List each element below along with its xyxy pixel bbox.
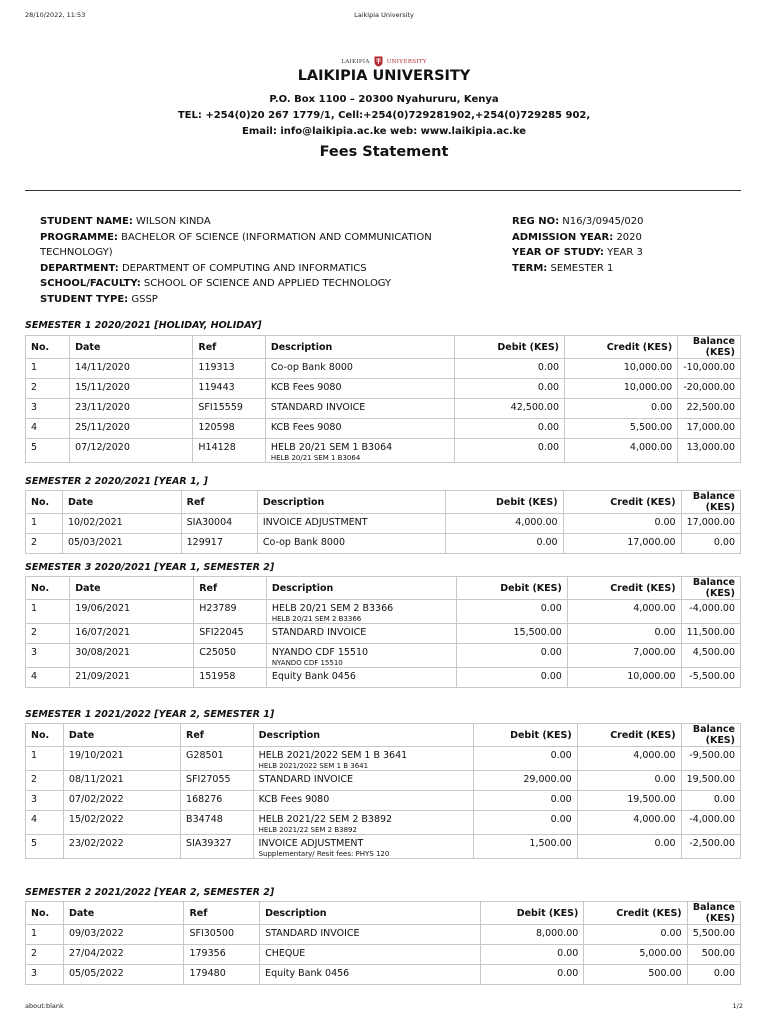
table-header-row: [26, 577, 741, 600]
school-row: SCHOOL/FACULTY: SCHOOL OF SCIENCE AND APPLIED TECHNOLOGY: [40, 278, 392, 290]
table-row: [26, 600, 741, 624]
row-date: 05/05/2022: [63, 965, 184, 985]
row-balance: 17,000.00: [681, 514, 740, 534]
row-debit: 29,000.00: [473, 771, 577, 791]
print-page-number: 1/2: [732, 1002, 743, 1010]
row-balance: -5,500.00: [681, 668, 740, 688]
row-description: STANDARD INVOICE: [253, 771, 473, 791]
semester-title: SEMESTER 3 2020/2021 [YEAR 1, SEMESTER 2]: [25, 562, 275, 573]
row-date: 19/10/2021: [63, 747, 180, 771]
print-page-title: Laikipia University: [354, 11, 414, 19]
email-line: Email: info@laikipia.ac.ke web: www.laikipia.ac.ke: [241, 126, 527, 137]
table-row: [26, 644, 741, 668]
logo-text-left: LAIKIPIA: [341, 58, 370, 65]
row-ref: 119443: [193, 379, 265, 399]
row-number: 3: [26, 965, 64, 985]
row-balance: 0.00: [681, 534, 740, 554]
col-balance-header: Balance (KES): [678, 336, 741, 359]
department-row: DEPARTMENT: DEPARTMENT OF COMPUTING AND INFORMATICS: [40, 262, 367, 274]
col-credit-header: Credit (KES): [577, 724, 681, 747]
row-debit: 0.00: [480, 965, 583, 985]
row-balance: 500.00: [687, 945, 740, 965]
row-number: 2: [26, 771, 64, 791]
col-credit-header: Credit (KES): [567, 577, 681, 600]
semester-table: [25, 576, 741, 688]
row-number: 1: [26, 359, 70, 379]
student-type-row: STUDENT TYPE: GSSP: [40, 293, 158, 305]
row-credit: 0.00: [584, 925, 687, 945]
row-debit: 0.00: [454, 439, 564, 463]
student-name-row: STUDENT NAME: WILSON KINDA: [40, 216, 211, 227]
row-balance: 19,500.00: [681, 771, 740, 791]
row-balance: 5,500.00: [687, 925, 740, 945]
university-name: LAIKIPIA UNIVERSITY: [297, 68, 471, 84]
row-date: 19/06/2021: [70, 600, 194, 624]
table-header-row: [26, 336, 741, 359]
row-description: KCB Fees 9080: [265, 419, 454, 439]
table-row: [26, 514, 741, 534]
row-credit: 4,000.00: [577, 811, 681, 835]
row-ref: 119313: [193, 359, 265, 379]
row-ref: 179356: [184, 945, 260, 965]
row-description: Co-op Bank 8000: [265, 359, 454, 379]
row-debit: 0.00: [454, 379, 564, 399]
row-description: KCB Fees 9080: [253, 791, 473, 811]
col-no-header: No.: [26, 902, 64, 925]
table-row: [26, 399, 741, 419]
row-credit: 0.00: [563, 514, 681, 534]
row-number: 4: [26, 811, 64, 835]
term-row: TERM: SEMESTER 1: [512, 262, 614, 274]
print-footer: [25, 1002, 743, 1012]
reg-no: N16/3/0945/020: [562, 216, 644, 227]
table-row: [26, 419, 741, 439]
col-ref-header: Ref: [193, 336, 265, 359]
col-date-header: Date: [70, 336, 193, 359]
row-credit: 5,000.00: [584, 945, 687, 965]
table-row: [26, 965, 741, 985]
row-balance: -10,000.00: [678, 359, 741, 379]
row-balance: -2,500.00: [681, 835, 740, 859]
row-date: 07/02/2022: [63, 791, 180, 811]
col-no-header: No.: [26, 491, 63, 514]
col-credit-header: Credit (KES): [563, 491, 681, 514]
row-sub-description: NYANDO CDF 15510: [271, 659, 343, 667]
row-number: 4: [26, 668, 70, 688]
row-credit: 0.00: [577, 771, 681, 791]
row-debit: 42,500.00: [454, 399, 564, 419]
table-row: [26, 945, 741, 965]
row-description: STANDARD INVOICE: [265, 399, 454, 419]
programme: BACHELOR OF SCIENCE (INFORMATION AND COMMUNICATION TECHNOLOGY): [40, 231, 432, 259]
row-ref: H14128: [193, 439, 265, 463]
row-number: 2: [26, 624, 70, 644]
row-sub-description: HELB 20/21 SEM 1 B3064: [270, 454, 361, 462]
row-sub-description: HELB 2021/22 SEM 2 B3892: [258, 826, 357, 834]
row-ref: C25050: [194, 644, 267, 668]
row-description: Equity Bank 0456: [266, 668, 456, 688]
col-date-header: Date: [62, 491, 181, 514]
row-description: HELB 2021/22 SEM 2 B3892 HELB 2021/22 SEM 2 B3892: [253, 811, 473, 835]
row-number: 3: [26, 399, 70, 419]
row-debit: 0.00: [457, 668, 568, 688]
row-number: 5: [26, 439, 70, 463]
table-row: [26, 835, 741, 859]
table-row: [26, 668, 741, 688]
row-credit: 10,000.00: [567, 668, 681, 688]
row-credit: 0.00: [565, 399, 678, 419]
row-balance: 13,000.00: [678, 439, 741, 463]
row-number: 5: [26, 835, 64, 859]
col-balance-header: Balance (KES): [681, 491, 740, 514]
table-row: [26, 791, 741, 811]
row-description: CHEQUE: [260, 945, 481, 965]
row-balance: 11,500.00: [681, 624, 740, 644]
row-credit: 500.00: [584, 965, 687, 985]
row-number: 2: [26, 945, 64, 965]
row-credit: 17,000.00: [563, 534, 681, 554]
student-type: GSSP: [131, 293, 158, 305]
row-date: 27/04/2022: [63, 945, 184, 965]
col-date-header: Date: [63, 724, 180, 747]
row-description: HELB 20/21 SEM 2 B3366 HELB 20/21 SEM 2 B3366: [266, 600, 456, 624]
row-debit: 0.00: [454, 359, 564, 379]
col-description-header: Description: [257, 491, 445, 514]
postal-address: P.O. Box 1100 – 20300 Nyahururu, Kenya: [269, 94, 499, 105]
col-debit-header: Debit (KES): [454, 336, 564, 359]
row-ref: G28501: [181, 747, 254, 771]
row-date: 23/11/2020: [70, 399, 193, 419]
row-description: INVOICE ADJUSTMENT: [257, 514, 445, 534]
table-header-row: [26, 491, 741, 514]
semester-title: SEMESTER 2 2020/2021 [YEAR 1, ]: [25, 476, 208, 487]
row-balance: -4,000.00: [681, 600, 740, 624]
student-info-right: [512, 214, 742, 276]
row-ref: SIA39327: [181, 835, 254, 859]
phone-line: TEL: +254(0)20 267 1779/1, Cell:+254(0)729281902,+254(0)729285 902,: [177, 110, 591, 121]
row-ref: 120598: [193, 419, 265, 439]
semester-title: SEMESTER 1 2021/2022 [YEAR 2, SEMESTER 1]: [25, 709, 275, 720]
term: SEMESTER 1: [550, 262, 614, 274]
row-sub-description: Supplementary/ Resit fees: PHYS 120: [258, 850, 390, 858]
row-date: 16/07/2021: [70, 624, 194, 644]
row-debit: 15,500.00: [457, 624, 568, 644]
row-debit: 4,000.00: [446, 514, 563, 534]
print-header: [25, 11, 743, 21]
row-ref: SFI15559: [193, 399, 265, 419]
row-debit: 0.00: [473, 747, 577, 771]
row-number: 1: [26, 514, 63, 534]
reg-no-row: REG NO: N16/3/0945/020: [512, 216, 644, 227]
row-balance: 4,500.00: [681, 644, 740, 668]
row-debit: 0.00: [473, 811, 577, 835]
row-credit: 4,000.00: [565, 439, 678, 463]
logo-text-right: UNIVERSITY: [386, 58, 427, 65]
admission-year: 2020: [616, 231, 642, 243]
table-header-row: [26, 724, 741, 747]
row-credit: 10,000.00: [565, 359, 678, 379]
col-debit-header: Debit (KES): [457, 577, 568, 600]
row-ref: H23789: [194, 600, 267, 624]
row-credit: 7,000.00: [567, 644, 681, 668]
col-no-header: No.: [26, 724, 64, 747]
row-debit: 0.00: [480, 945, 583, 965]
row-credit: 0.00: [577, 835, 681, 859]
table-row: [26, 379, 741, 399]
col-credit-header: Credit (KES): [565, 336, 678, 359]
row-credit: 19,500.00: [577, 791, 681, 811]
row-debit: 0.00: [457, 600, 568, 624]
table-row: [26, 771, 741, 791]
divider: [25, 190, 741, 191]
row-date: 15/02/2022: [63, 811, 180, 835]
col-ref-header: Ref: [184, 902, 260, 925]
table-row: [26, 359, 741, 379]
student-name: WILSON KINDA: [136, 216, 211, 227]
row-ref: SFI22045: [194, 624, 267, 644]
table-row: [26, 534, 741, 554]
row-description: KCB Fees 9080: [265, 379, 454, 399]
row-credit: 4,000.00: [577, 747, 681, 771]
col-debit-header: Debit (KES): [480, 902, 583, 925]
row-date: 07/12/2020: [70, 439, 193, 463]
print-url: about:blank: [25, 1002, 64, 1010]
row-date: 14/11/2020: [70, 359, 193, 379]
col-no-header: No.: [26, 577, 70, 600]
school: SCHOOL OF SCIENCE AND APPLIED TECHNOLOGY: [143, 278, 392, 290]
admission-year-row: ADMISSION YEAR: 2020: [512, 231, 642, 243]
row-balance: -20,000.00: [678, 379, 741, 399]
table-row: [26, 747, 741, 771]
col-no-header: No.: [26, 336, 70, 359]
row-ref: B34748: [181, 811, 254, 835]
row-ref: 129917: [181, 534, 257, 554]
row-ref: 179480: [184, 965, 260, 985]
col-balance-header: Balance (KES): [681, 577, 740, 600]
year-of-study-row: YEAR OF STUDY: YEAR 3: [512, 247, 643, 259]
university-logo: [0, 56, 768, 67]
row-sub-description: HELB 2021/2022 SEM 1 B 3641: [258, 762, 369, 770]
col-date-header: Date: [70, 577, 194, 600]
row-sub-description: HELB 20/21 SEM 2 B3366: [271, 615, 362, 623]
row-number: 2: [26, 379, 70, 399]
row-date: 15/11/2020: [70, 379, 193, 399]
row-number: 3: [26, 791, 64, 811]
col-balance-header: Balance (KES): [681, 724, 740, 747]
student-info-left: [40, 214, 470, 308]
row-description: STANDARD INVOICE: [260, 925, 481, 945]
row-ref: SFI27055: [181, 771, 254, 791]
row-credit: 10,000.00: [565, 379, 678, 399]
row-number: 1: [26, 747, 64, 771]
col-date-header: Date: [63, 902, 184, 925]
row-balance: 0.00: [681, 791, 740, 811]
department: DEPARTMENT OF COMPUTING AND INFORMATICS: [121, 262, 367, 274]
semester-table: [25, 723, 741, 859]
university-crest-icon: [374, 56, 383, 67]
col-description-header: Description: [266, 577, 456, 600]
year-of-study: YEAR 3: [607, 247, 643, 259]
row-description: HELB 20/21 SEM 1 B3064 HELB 20/21 SEM 1 B3064: [265, 439, 454, 463]
col-ref-header: Ref: [181, 724, 254, 747]
row-ref: 168276: [181, 791, 254, 811]
programme-row: PROGRAMME: BACHELOR OF SCIENCE (INFORMATION AND COMMUNICATION TECHNOLOGY): [40, 231, 432, 259]
row-number: 1: [26, 925, 64, 945]
col-debit-header: Debit (KES): [446, 491, 563, 514]
col-ref-header: Ref: [181, 491, 257, 514]
row-description: NYANDO CDF 15510 NYANDO CDF 15510: [266, 644, 456, 668]
col-description-header: Description: [260, 902, 481, 925]
row-date: 25/11/2020: [70, 419, 193, 439]
row-debit: 0.00: [454, 419, 564, 439]
row-credit: 4,000.00: [567, 600, 681, 624]
row-credit: 5,500.00: [565, 419, 678, 439]
row-balance: -9,500.00: [681, 747, 740, 771]
row-description: STANDARD INVOICE: [266, 624, 456, 644]
col-ref-header: Ref: [194, 577, 267, 600]
row-debit: 8,000.00: [480, 925, 583, 945]
col-balance-header: Balance (KES): [687, 902, 740, 925]
row-date: 30/08/2021: [70, 644, 194, 668]
print-datetime: 28/10/2022, 11:53: [25, 11, 86, 19]
col-credit-header: Credit (KES): [584, 902, 687, 925]
semester-table: [25, 901, 741, 985]
table-header-row: [26, 902, 741, 925]
row-number: 2: [26, 534, 63, 554]
row-debit: 1,500.00: [473, 835, 577, 859]
row-date: 21/09/2021: [70, 668, 194, 688]
row-description: INVOICE ADJUSTMENT Supplementary/ Resit fees: PHYS 120: [253, 835, 473, 859]
table-row: [26, 811, 741, 835]
table-row: [26, 925, 741, 945]
row-balance: -4,000.00: [681, 811, 740, 835]
row-description: HELB 2021/2022 SEM 1 B 3641 HELB 2021/2022 SEM 1 B 3641: [253, 747, 473, 771]
col-debit-header: Debit (KES): [473, 724, 577, 747]
row-number: 4: [26, 419, 70, 439]
row-date: 09/03/2022: [63, 925, 184, 945]
table-row: [26, 439, 741, 463]
col-description-header: Description: [253, 724, 473, 747]
page-title: Fees Statement: [319, 144, 449, 160]
semester-table: [25, 490, 741, 554]
semester-title: SEMESTER 2 2021/2022 [YEAR 2, SEMESTER 2]: [25, 887, 275, 898]
row-description: Equity Bank 0456: [260, 965, 481, 985]
col-description-header: Description: [265, 336, 454, 359]
semester-title: SEMESTER 1 2020/2021 [HOLIDAY, HOLIDAY]: [25, 320, 262, 331]
row-balance: 0.00: [687, 965, 740, 985]
row-credit: 0.00: [567, 624, 681, 644]
row-number: 3: [26, 644, 70, 668]
row-balance: 17,000.00: [678, 419, 741, 439]
row-date: 05/03/2021: [62, 534, 181, 554]
row-ref: SFI30500: [184, 925, 260, 945]
row-ref: 151958: [194, 668, 267, 688]
row-balance: 22,500.00: [678, 399, 741, 419]
row-date: 23/02/2022: [63, 835, 180, 859]
row-number: 1: [26, 600, 70, 624]
row-date: 10/02/2021: [62, 514, 181, 534]
row-ref: SIA30004: [181, 514, 257, 534]
semester-table: [25, 335, 741, 463]
row-debit: 0.00: [446, 534, 563, 554]
row-description: Co-op Bank 8000: [257, 534, 445, 554]
row-debit: 0.00: [473, 791, 577, 811]
table-row: [26, 624, 741, 644]
row-date: 08/11/2021: [63, 771, 180, 791]
row-debit: 0.00: [457, 644, 568, 668]
